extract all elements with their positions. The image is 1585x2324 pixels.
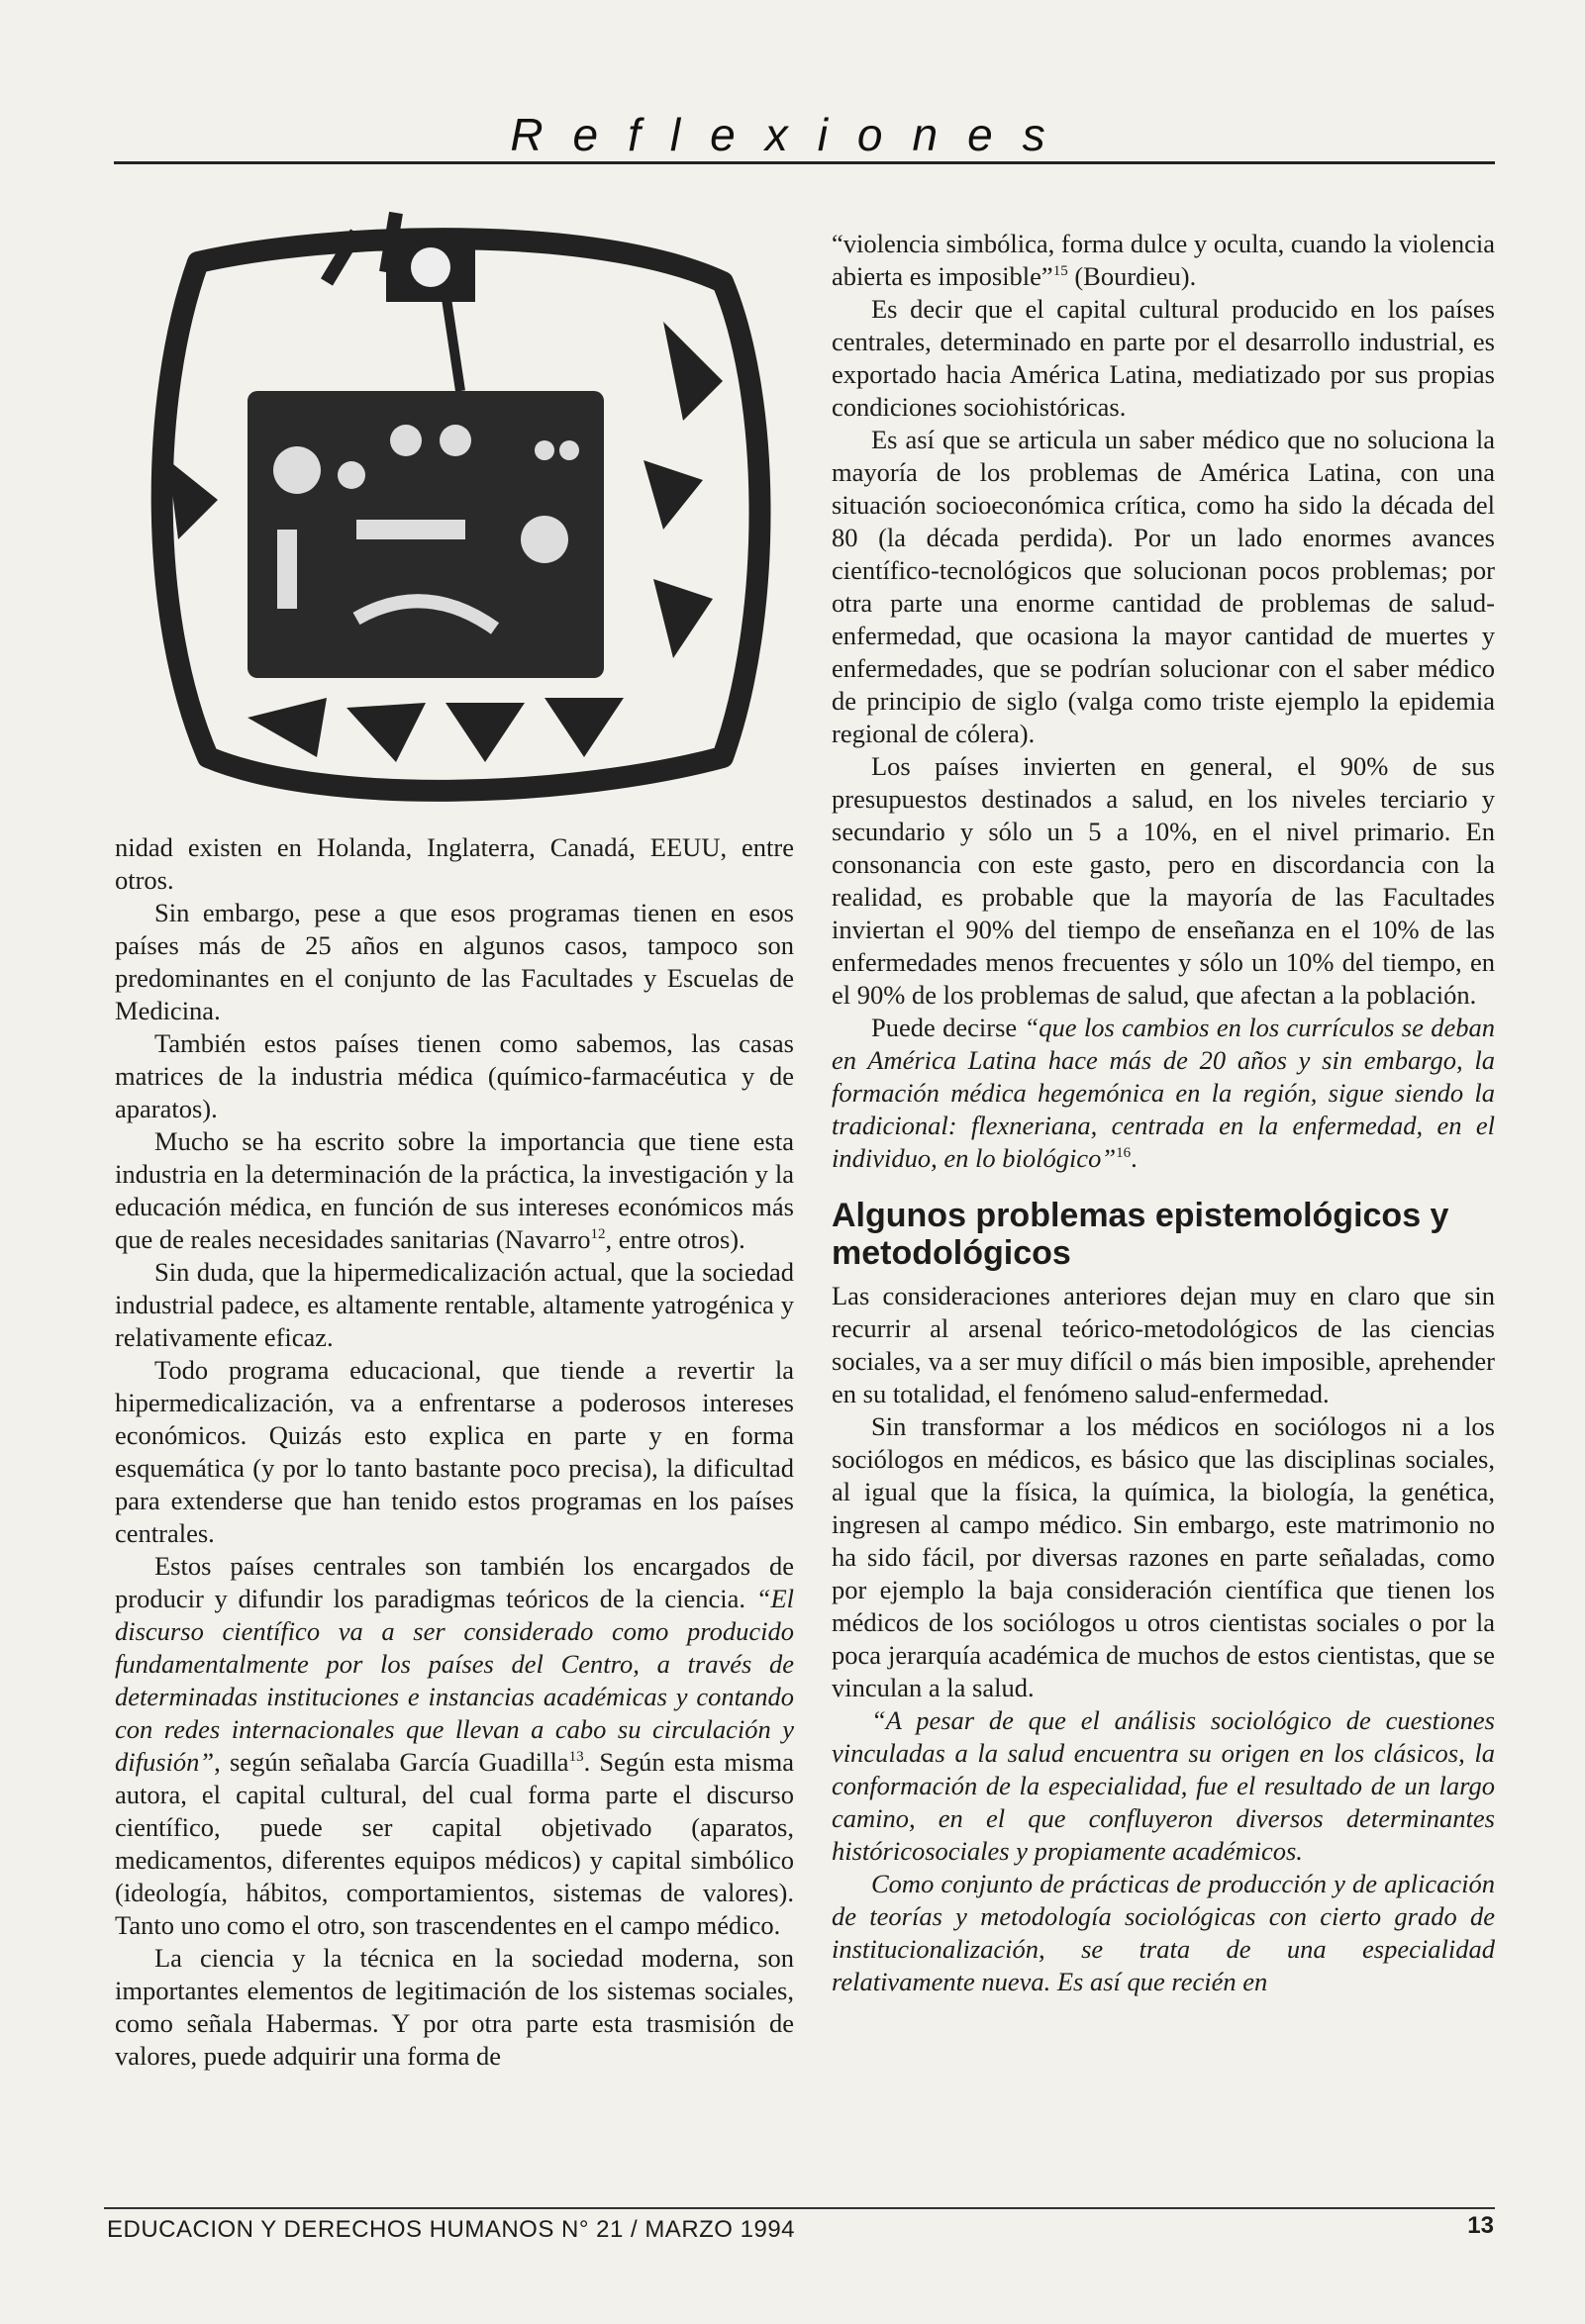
text-run: . Según esta misma autora, el capital cultural, del cual forma parte el discurso científico, puede ser capital objetivado (aparatos, medicamentos, diferentes equipos médicos) y capital simbólico (ideología, hábitos, comportamientos, sistemas de valores). Tanto uno como el otro, son trascendentes en el campo médico. xyxy=(115,1747,794,1940)
footnote-ref: 16 xyxy=(1116,1145,1132,1162)
paragraph: Es decir que el capital cultural producido en los países centrales, determinado en parte por el desarrollo industrial, es exportado hacia América Latina, mediatizado por sus propias condiciones sociohistóricas. xyxy=(832,294,1495,422)
footnote-ref: 15 xyxy=(1052,263,1068,280)
paragraph: Sin embargo, pese a que esos programas tienen en esos países más de 25 años en algunos casos, tampoco son predominantes en el conjunto de las Facultades y Escuelas de Medicina. xyxy=(115,898,794,1025)
text-run: . xyxy=(1131,1143,1138,1173)
text-run: (Bourdieu). xyxy=(1067,261,1197,291)
paragraph: nidad existen en Holanda, Inglaterra, Canadá, EEUU, entre otros. xyxy=(115,832,794,895)
paragraph xyxy=(115,1550,794,1942)
footnote-ref: 13 xyxy=(568,1749,584,1766)
paragraph xyxy=(832,1704,1495,1868)
footnote-ref: 12 xyxy=(590,1226,606,1243)
paragraph xyxy=(115,1125,794,1256)
text-run: Mucho se ha escrito sobre la importancia que tiene esta industria en la determinación de la práctica, la investigación y la educación médica, en función de sus intereses económicos más que de reales necesidades sanitarias (Navarro xyxy=(115,1126,794,1254)
publication-footer: EDUCACION Y DERECHOS HUMANOS N° 21 / MARZO 1994 xyxy=(107,2216,796,2243)
paragraph xyxy=(832,228,1495,293)
paragraph: Las consideraciones anteriores dejan muy en claro que sin recurrir al arsenal teórico-metodológicos de las ciencias sociales, va a ser muy difícil o más bien imposible, aprehender en su totalidad, el fenómeno salud-enfermedad. xyxy=(832,1281,1495,1408)
quotation: “El discurso científico va a ser considerado como producido fundamentalmente por los países del Centro, a través de determinadas instituciones e instancias académicas y contando con redes internacionales que llevan a cabo su circulación y difusión” xyxy=(115,1584,794,1777)
text-run: , entre otros). xyxy=(605,1224,745,1254)
quotation: “que los cambios en los currículos se deban en América Latina hace más de 20 años y sin embargo, la formación médica hegemónica en la región, sigue siendo la tradicional: flexneriana, centrada en la enfermedad, en el individuo, en lo biológico” xyxy=(832,1013,1495,1173)
right-column xyxy=(832,228,1495,1998)
text-run: Puede decirse xyxy=(871,1013,1025,1042)
text-run: “violencia simbólica, forma dulce y oculta, cuando la violencia abierta es imposible” xyxy=(832,229,1495,291)
paragraph: Sin transformar a los médicos en sociólogos ni a los sociólogos en médicos, es básico que las disciplinas sociales, al igual que la física, la química, la biología, la genética, ingresen al campo médico. Sin embargo, este matrimonio no ha sido fácil, por diversas razones en parte señaladas, como por ejemplo la baja consideración científica que tienen los médicos de los sociólogos u otros cientistas sociales o por la poca jerarquía académica de muchos de estos cientistas, que se vinculan a la salud. xyxy=(832,1411,1495,1702)
paragraph: También estos países tienen como sabemos, las casas matrices de la industria médica (químico-farmacéutica y de aparatos). xyxy=(115,1028,794,1123)
quotation: “A pesar de que el análisis sociológico de cuestiones vinculadas a la salud encuentra su origen en los clásicos, la conformación de la especialidad, fue el resultado de un largo camino, en el que confluyeron diversos determinantes históricosociales y propiamente académicos. xyxy=(832,1705,1495,1866)
paragraph: Sin duda, que la hipermedicalización actual, que la sociedad industrial padece, es altamente rentable, altamente yatrogénica y relativamente eficaz. xyxy=(115,1257,794,1352)
paragraph: La ciencia y la técnica en la sociedad moderna, son importantes elementos de legitimación de los sistemas sociales, como señala Habermas. Y por otra parte esta trasmisión de valores, puede adquirir una forma de xyxy=(115,1943,794,2071)
paragraph xyxy=(832,1012,1495,1175)
header-divider xyxy=(114,161,1495,164)
paragraph: Todo programa educacional, que tiende a revertir la hipermedicalización, va a enfrentarse a poderosos intereses económicos. Quizás esto explica en parte y en forma esquemática (y por lo tanto bastante poco precisa), la dificultad para extenderse que han tenido estos programas en los países centrales. xyxy=(115,1355,794,1548)
paragraph: Es así que se articula un saber médico que no soluciona la mayoría de los problemas de América Latina, con una situación socioeconómica crítica, como ha sido la década del 80 (la década perdida). Por un lado enormes avances científico-tecnológicos que solucionan pocos problemas; por otra parte una enorme cantidad de problemas de salud-enfermedad, que ocasiona la mayor cantidad de muertes y enfermedades, que se podrían solucionar con el saber médico de principio de siglo (valga como triste ejemplo la epidemia regional de cólera). xyxy=(832,425,1495,748)
quotation: Como conjunto de prácticas de producción y de aplicación de teorías y metodología sociológicas con cierto grado de institucionalización, se trata de una especialidad relativamente nueva. Es así que recién en xyxy=(832,1869,1495,1996)
page-number: 13 xyxy=(1467,2212,1494,2239)
text-run: Estos países centrales son también los encargados de producir y difundir los paradigmas teóricos de la ciencia. xyxy=(115,1551,794,1613)
left-column xyxy=(115,831,794,2073)
section-title: Reflexiones xyxy=(510,109,1075,160)
tribal-face-illustration-icon xyxy=(129,203,782,817)
paragraph xyxy=(832,1868,1495,1998)
section-heading: Algunos problemas epistemológicos y metodológicos xyxy=(832,1197,1449,1272)
paragraph: Los países invierten en general, el 90% de sus presupuestos destinados a salud, en los niveles terciario y secundario y sólo un 5 a 10%, en el nivel primario. En consonancia con este gasto, pero en discordancia con la realidad, es probable que la mayoría de las Facultades inviertan el 90% del tiempo de enseñanza en el 10% de las enfermedades menos frecuentes y sólo un 10% del tiempo, en el 90% de los problemas de salud, que afectan a la población. xyxy=(832,751,1495,1010)
text-run: , según señalaba García Guadilla xyxy=(214,1747,569,1777)
footer-divider xyxy=(104,2207,1495,2209)
